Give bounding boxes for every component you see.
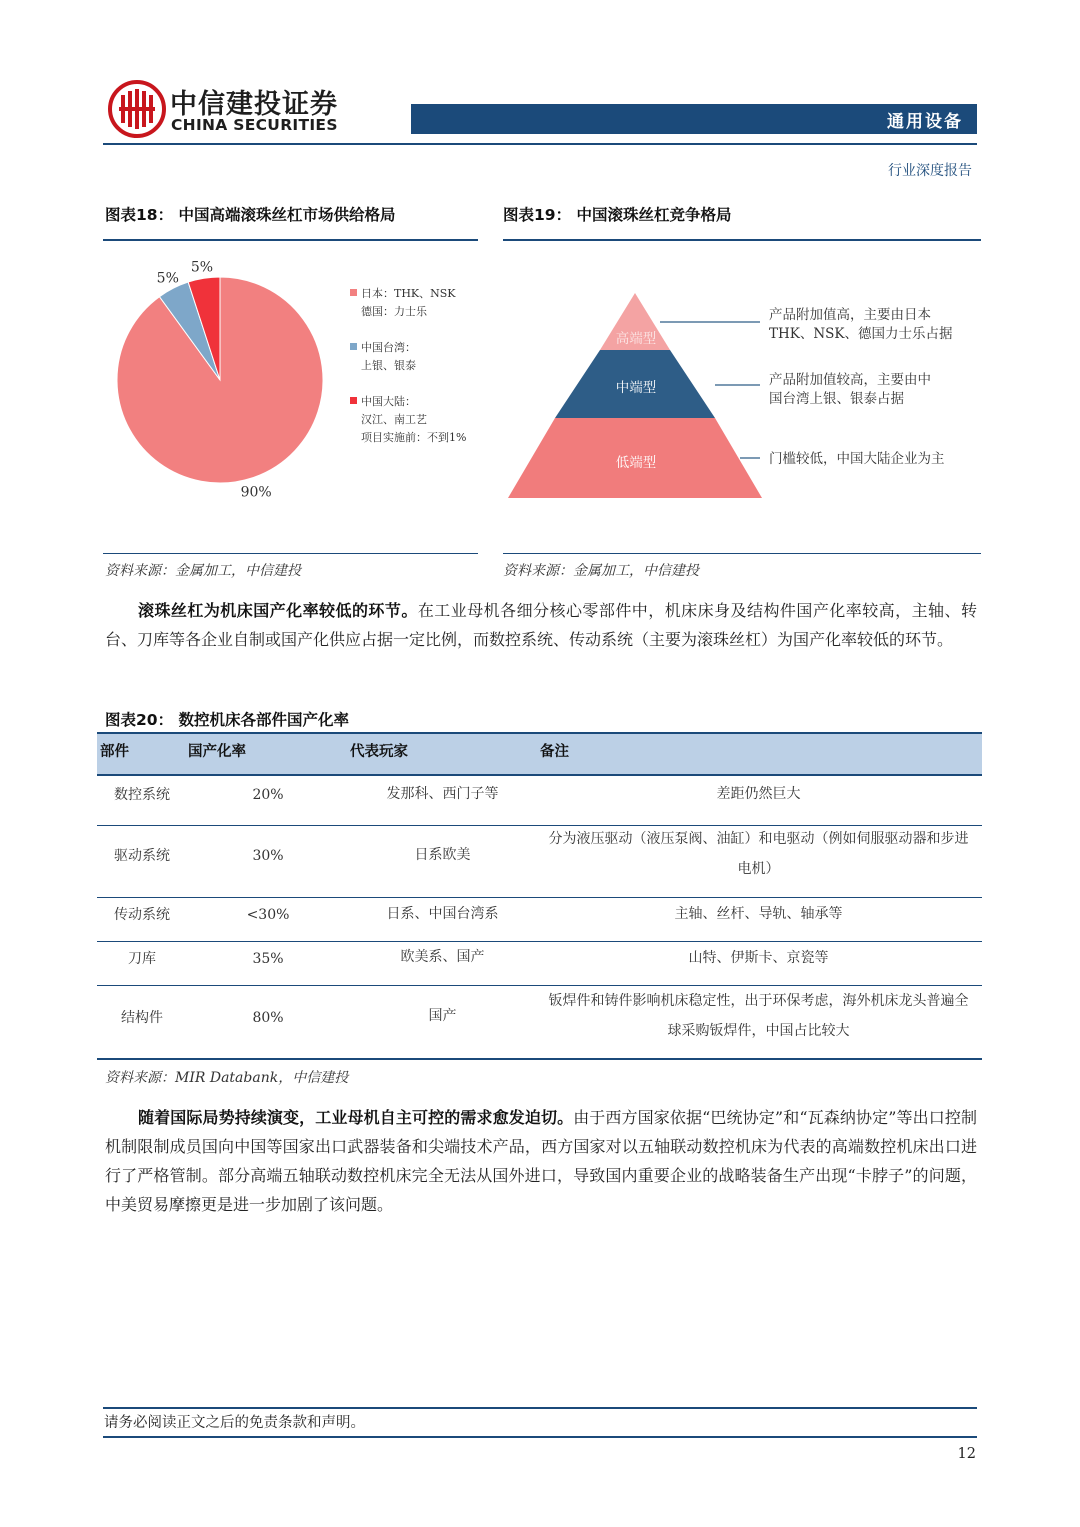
table-cell: 传动系统 — [114, 907, 170, 923]
header-divider — [103, 143, 977, 145]
legend-swatch — [350, 397, 357, 404]
th-note: 备注 — [540, 744, 569, 760]
table-bottom-rule — [97, 1058, 982, 1060]
pyramid-label-mid: 中端型 — [615, 380, 657, 396]
disclaimer: 请务必阅读正文之后的免责条款和声明。 — [104, 1415, 365, 1431]
table-cell: 主轴、丝杆、导轨、轴承等 — [674, 906, 843, 922]
legend-text: 项目实施前：不到1% — [361, 431, 467, 444]
table-cell: 35% — [252, 951, 284, 967]
table-cell: 球采购钣焊件，中国占比较大 — [667, 1023, 850, 1039]
table-cell: 刀库 — [128, 951, 156, 967]
legend-swatch — [350, 343, 357, 350]
table-cell: 日系、中国台湾系 — [386, 906, 499, 922]
footer-rule-bottom — [103, 1436, 977, 1438]
table-cell: 电机） — [737, 861, 780, 877]
table-cell: 80% — [252, 1010, 284, 1026]
pyramid-label-low: 低端型 — [615, 455, 657, 471]
fig18-title: 图表18： 中国高端滚珠丝杠市场供给格局 — [105, 206, 396, 224]
table-cell: 钣焊件和铸件影响机床稳定性，出于环保考虑，海外机床龙头普遍全 — [548, 993, 969, 1009]
table-cell: 结构件 — [121, 1010, 163, 1026]
legend-item-japan — [350, 285, 466, 321]
fig19-top-rule — [503, 239, 981, 241]
legend-text: 中国台湾： — [361, 341, 416, 354]
table-cell: 日系欧美 — [414, 847, 471, 863]
row-divider — [97, 941, 982, 942]
brand-name-en: CHINA SECURITIES — [171, 116, 338, 134]
fig20-title: 图表20： 数控机床各部件国产化率 — [105, 711, 349, 729]
footer-rule-top — [103, 1407, 977, 1409]
fig18-top-rule — [103, 239, 478, 241]
paragraph-1 — [105, 596, 977, 654]
report-type: 行业深度报告 — [888, 163, 972, 179]
citic-logo — [108, 80, 166, 138]
fig19-bottom-rule — [503, 553, 981, 554]
row-divider — [97, 897, 982, 898]
paragraph-2-lead: 随着国际局势持续演变，工业母机自主可控的需求愈发迫切。 — [138, 1108, 574, 1127]
legend-text: 上银、银泰 — [361, 359, 416, 372]
table-cell: <30% — [246, 907, 290, 923]
note-line: 门槛较低，中国大陆企业为主 — [769, 451, 945, 467]
fig18-source: 资料来源：金属加工，中信建投 — [105, 563, 301, 579]
legend-text: 德国：力士乐 — [361, 305, 427, 318]
page-number: 12 — [957, 1446, 976, 1462]
legend-text: 汉江、南工艺 — [361, 413, 427, 426]
legend-swatch — [350, 289, 357, 296]
note-line: 国台湾上银、银泰占据 — [769, 391, 904, 407]
legend-text: 中国大陆： — [361, 395, 416, 408]
legend-text: 日本：THK、NSK — [361, 287, 456, 300]
pyramid-note-mid — [769, 371, 931, 409]
th-part: 部件 — [100, 744, 129, 760]
note-line: 产品附加值高，主要由日本 — [769, 307, 931, 323]
th-rate: 国产化率 — [188, 744, 246, 760]
fig18-bottom-rule — [103, 553, 478, 554]
table-cell: 差距仍然巨大 — [716, 786, 801, 802]
table-cell: 数控系统 — [114, 787, 170, 803]
note-line: 产品附加值较高，主要由中 — [769, 372, 931, 388]
table-cell: 发那科、西门子等 — [386, 786, 499, 802]
paragraph-2 — [105, 1103, 977, 1219]
table-cell: 国产 — [428, 1008, 457, 1024]
paragraph-2-body: 由于西方国家依据“巴统协定”和“瓦森纳协定”等出口控制机制限制成员国向中国等国家出口武器装备和尖端技术产品，西方国家对以五轴联动数控机床为代表的高端数控机床出口进行了严格管制。部分高端五轴联动数控机床完全无法从国外进口，导致国内重要企业的战略装备生产出现“卡脖子”的问题，中美贸易摩擦更是进一步加剧了该问题。 — [105, 1108, 977, 1214]
pyramid-note-high — [769, 306, 953, 344]
pyramid-note-low — [769, 450, 945, 469]
table-cell: 分为液压驱动（液压泵阀、油缸）和电驱动（例如伺服驱动器和步进 — [548, 831, 969, 847]
note-line: THK、NSK、德国力士乐占据 — [769, 326, 953, 342]
fig19-source: 资料来源：金属加工，中信建投 — [503, 563, 699, 579]
fig20-source: 资料来源：MIR Databank，中信建投 — [105, 1070, 349, 1086]
legend-item-mainland — [350, 393, 466, 447]
pie-value-label: 5% — [156, 270, 179, 287]
paragraph-1-body: 在工业母机各细分核心零部件中，机床床身及结构件国产化率较高，主轴、转台、刀库等各企业自制或国产化供应占据一定比例，而数控系统、传动系统（主要为滚珠丝杠）为国产化率较低的环节。 — [105, 601, 977, 649]
sector-banner — [411, 104, 977, 134]
pie-value-label: 5% — [190, 259, 214, 276]
paragraph-1-lead: 滚珠丝杠为机床国产化率较低的环节。 — [138, 601, 418, 620]
pie-legend — [350, 285, 466, 447]
pyramid-label-high: 高端型 — [615, 331, 657, 347]
fig19-title: 图表19： 中国滚珠丝杠竞争格局 — [503, 206, 732, 224]
table-cell: 驱动系统 — [114, 848, 170, 864]
pie-value-label: 90% — [240, 484, 272, 501]
table-cell: 欧美系、国产 — [400, 949, 485, 965]
sector-label: 通用设备 — [887, 112, 963, 132]
th-players: 代表玩家 — [350, 744, 408, 760]
table-cell: 山特、伊斯卡、京瓷等 — [688, 950, 829, 966]
pie-chart — [100, 255, 340, 515]
table-cell: 30% — [252, 848, 284, 864]
legend-item-taiwan — [350, 339, 466, 375]
table-cell: 20% — [252, 787, 284, 803]
brand-name-cn: 中信建投证券 — [170, 89, 338, 120]
